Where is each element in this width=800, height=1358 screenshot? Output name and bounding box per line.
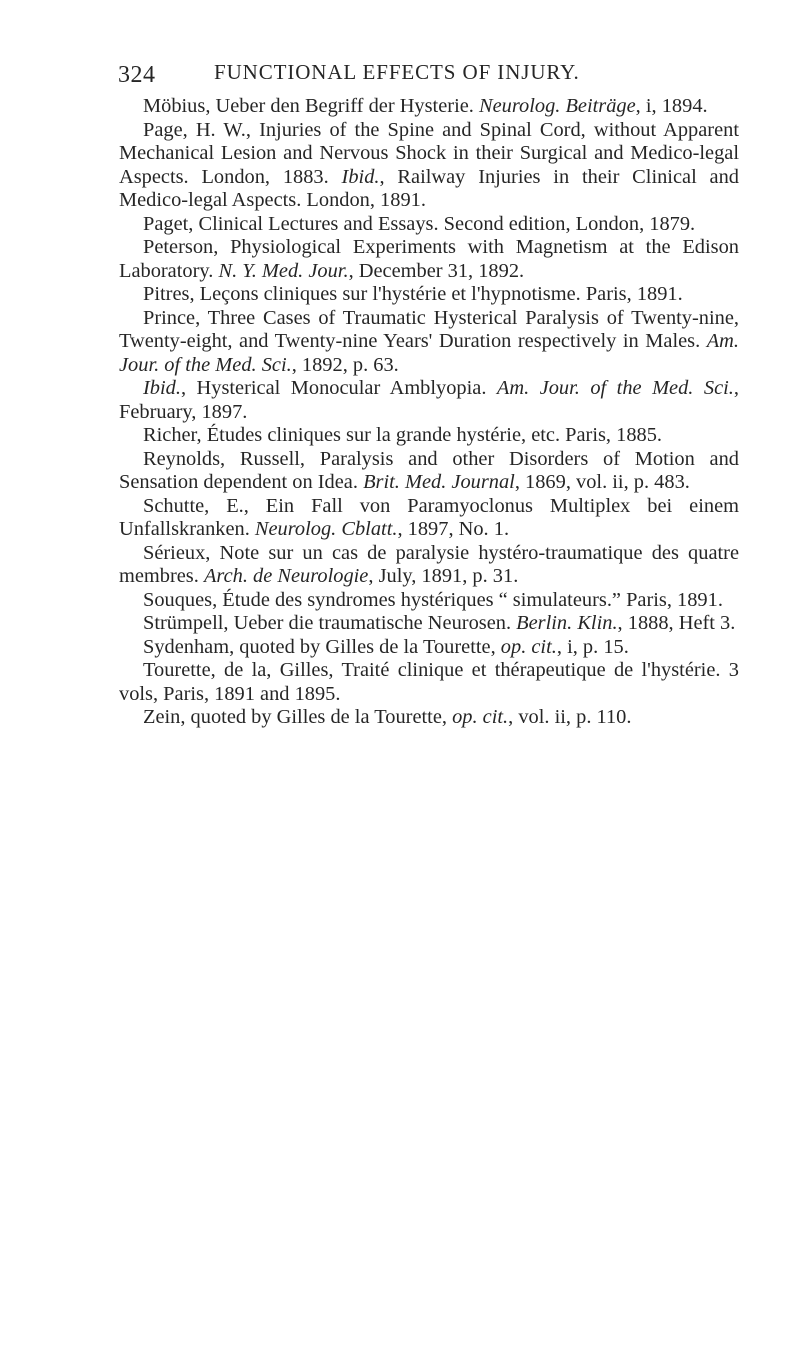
reference-entry: Page, H. W., Injuries of the Spine and Spinal Cord, without Apparent Mechanical Lesion and Nervous Shock in their Surgical and Medico-legal Aspects. London, 1883. Ibid., Railway Injuries in their Clinical and Medico-legal Aspects. London, 1891. xyxy=(119,118,740,211)
reference-entry: Prince, Three Cases of Traumatic Hysterical Paralysis of Twenty-nine, Twenty-eight, and Twenty-nine Years' Duration respectively in Males. Am. Jour. of the Med. Sci., 1892, p. 63. xyxy=(119,306,739,376)
reference-entry: Schutte, E., Ein Fall von Paramyoclonus Multiplex bei einem Unfallskranken. Neurolog. Cblatt., 1897, No. 1. xyxy=(119,494,739,540)
page-number: 324 xyxy=(118,62,156,88)
reference-entry: Möbius, Ueber den Begriff der Hysterie. Neurolog. Beiträge, i, 1894. xyxy=(143,95,708,117)
reference-entry: Ibid., Hysterical Monocular Amblyopia. Am. Jour. of the Med. Sci., February, 1897. xyxy=(119,377,739,423)
reference-entry: Sérieux, Note sur un cas de paralysie hystéro-traumatique des quatre membres. Arch. de Neurologie, July, 1891, p. 31. xyxy=(119,541,739,587)
reference-entry: Tourette, de la, Gilles, Traité clinique et thérapeutique de l'hystérie. 3 vols, Paris, 1891 and 1895. xyxy=(119,659,739,705)
running-head: FUNCTIONAL EFFECTS OF INJURY. xyxy=(214,60,580,84)
reference-entry: Richer, Études cliniques sur la grande hystérie, etc. Paris, 1885. xyxy=(143,424,663,446)
reference-entry: Souques, Étude des syndromes hystériques “ simulateurs.” Paris, 1891. xyxy=(143,588,723,611)
reference-entry: Peterson, Physiological Experiments with Magnetism at the Edison Laboratory. N. Y. Med. Jour., December 31, 1892. xyxy=(119,236,739,282)
reference-entry: Pitres, Leçons cliniques sur l'hystérie et l'hypnotisme. Paris, 1891. xyxy=(143,283,683,305)
reference-entry: Zein, quoted by Gilles de la Tourette, op. cit., vol. ii, p. 110. xyxy=(143,706,632,728)
reference-entry: Sydenham, quoted by Gilles de la Tourette, op. cit., i, p. 15. xyxy=(143,635,629,658)
page-header xyxy=(118,62,768,92)
reference-entry: Strümpell, Ueber die traumatische Neurosen. Berlin. Klin., 1888, Heft 3. xyxy=(143,612,736,634)
reference-list xyxy=(119,95,739,730)
reference-entry: Paget, Clinical Lectures and Essays. Second edition, London, 1879. xyxy=(143,212,696,235)
reference-entry: Reynolds, Russell, Paralysis and other Disorders of Motion and Sensation dependent on Idea. Brit. Med. Journal, 1869, vol. ii, p. 483. xyxy=(119,447,739,493)
